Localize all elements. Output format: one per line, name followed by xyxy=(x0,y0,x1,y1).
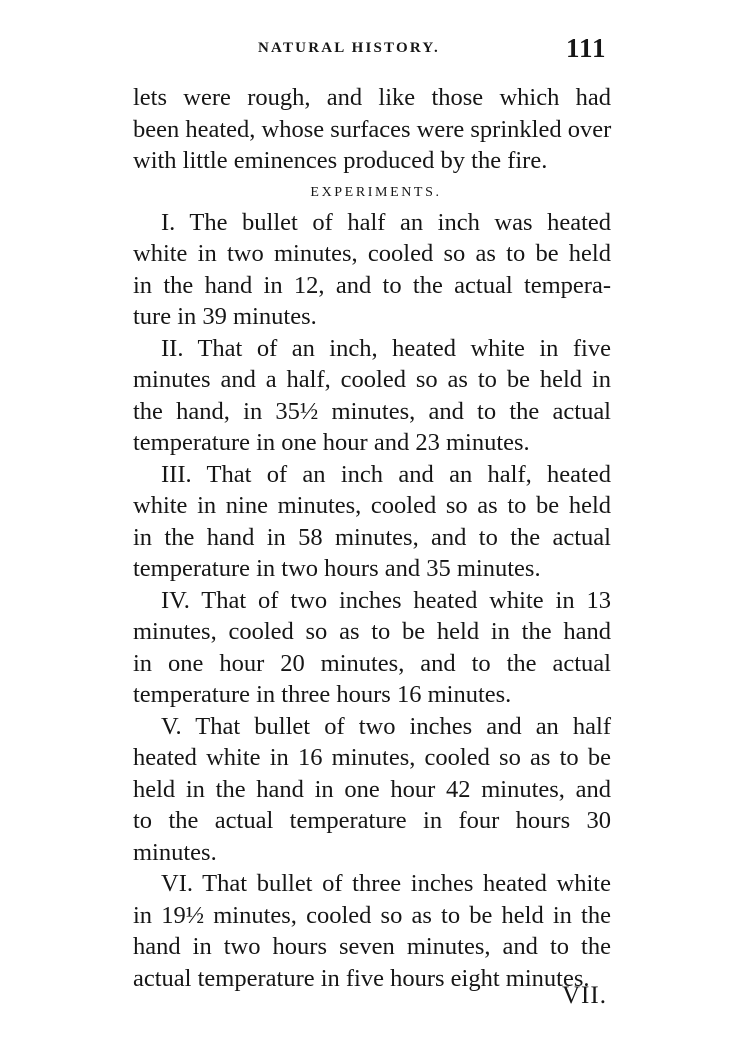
text-line: temperature in two hours and 35 minutes. xyxy=(133,555,541,582)
text-line: the hand, in 35½ minutes, and to the actual xyxy=(133,397,611,425)
experiment-paragraph-3 xyxy=(133,459,611,585)
text-line: minutes, cooled so as to be held in the hand xyxy=(133,618,611,645)
experiment-paragraph-1 xyxy=(133,207,611,333)
text-line: in one hour 20 minutes, and to the actual xyxy=(133,649,611,677)
text-line: been heated, whose surfaces were sprinkled over xyxy=(133,115,612,143)
text-line: IV. That of two inches heated white in 13 xyxy=(161,586,611,614)
text-line: II. That of an inch, heated white in five xyxy=(161,334,611,362)
catchword: VII. xyxy=(562,982,607,1009)
experiment-paragraph-5 xyxy=(133,711,611,869)
experiment-paragraph-6 xyxy=(133,868,611,994)
page-number: 111 xyxy=(566,33,607,63)
text-line: actual temperature in five hours eight minutes. xyxy=(133,964,590,992)
running-head: NATURAL HISTORY. xyxy=(258,40,440,56)
text-line: I. The bullet of half an inch was heated xyxy=(161,208,611,236)
experiment-paragraph-2 xyxy=(133,333,611,459)
text-line: with little eminences produced by the fire. xyxy=(133,147,548,174)
text-line: white in nine minutes, cooled so as to be held xyxy=(133,492,611,519)
text-line: V. That bullet of two inches and an half xyxy=(161,712,611,740)
text-line: temperature in three hours 16 minutes. xyxy=(133,681,512,708)
text-line: in the hand in 58 minutes, and to the actual xyxy=(133,523,611,551)
section-heading: EXPERIMENTS. xyxy=(310,184,442,200)
text-line: ture in 39 minutes. xyxy=(133,303,317,330)
body-text xyxy=(133,82,611,994)
text-line: in 19½ minutes, cooled so as to be held in the xyxy=(133,901,611,929)
text-line: heated white in 16 minutes, cooled so as to be xyxy=(133,744,611,771)
text-line: hand in two hours seven minutes, and to the xyxy=(133,933,611,960)
experiment-paragraph-4 xyxy=(133,585,611,711)
text-line: white in two minutes, cooled so as to be held xyxy=(133,240,611,267)
text-line: temperature in one hour and 23 minutes. xyxy=(133,429,530,456)
text-line: III. That of an inch and an half, heated xyxy=(161,460,611,488)
text-line: minutes. xyxy=(133,838,217,866)
intro-paragraph xyxy=(133,82,611,177)
text-line: VI. That bullet of three inches heated white xyxy=(161,870,611,897)
text-line: lets were rough, and like those which had xyxy=(133,84,611,111)
text-line: held in the hand in one hour 42 minutes, and xyxy=(133,775,611,803)
text-line: to the actual temperature in four hours 30 xyxy=(133,807,611,834)
text-line: in the hand in 12, and to the actual tempera- xyxy=(133,271,611,299)
text-line: minutes and a half, cooled so as to be held in xyxy=(133,366,611,393)
